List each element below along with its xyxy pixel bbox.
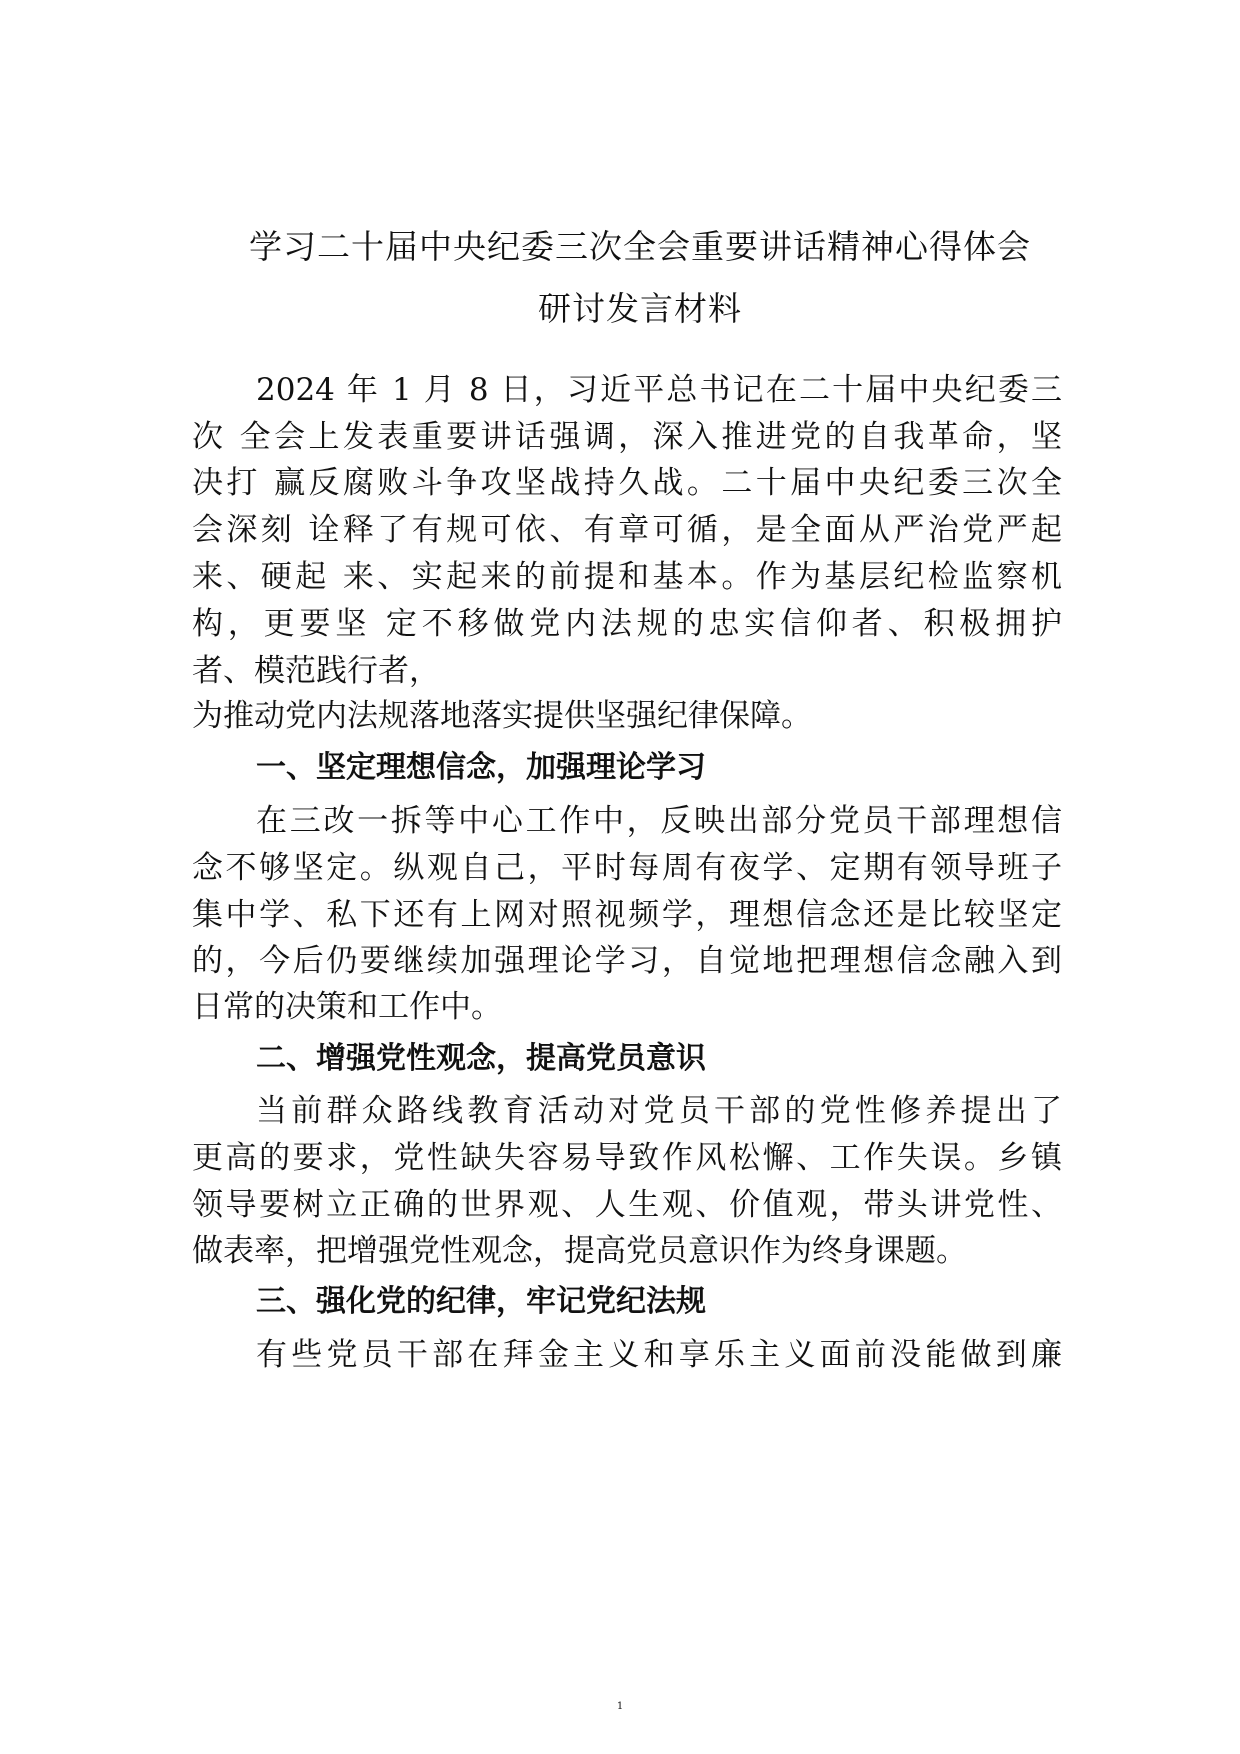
section-line: 日常的决策和工作中。 — [192, 989, 502, 1025]
intro-line: 来、硬起 来、实起来的前提和基本。作为基层纪检监察机 — [192, 559, 1062, 595]
section-heading: 二、增强党性观念，提高党员意识 — [256, 1041, 706, 1076]
intro-line: 为推动党内法规落地落实提供坚强纪律保障。 — [192, 698, 812, 734]
document-subtitle: 研讨发言材料 — [538, 289, 742, 328]
section-line: 的，今后仍要继续加强理论学习，自觉地把理想信念融入到 — [192, 943, 1062, 979]
section-line: 更高的要求，党性缺失容易导致作风松懈、工作失误。乡镇 — [192, 1140, 1062, 1176]
section-line: 领导要树立正确的世界观、人生观、价值观，带头讲党性、 — [192, 1187, 1062, 1223]
document-title: 学习二十届中央纪委三次全会重要讲话精神心得体会 — [249, 227, 1031, 266]
intro-line: 决打 赢反腐败斗争攻坚战持久战。二十届中央纪委三次全 — [192, 465, 1062, 501]
page-number: 1 — [616, 1701, 624, 1712]
section-line: 有些党员干部在拜金主义和享乐主义面前没能做到廉 — [256, 1337, 1062, 1373]
section-heading: 一、坚定理想信念，加强理论学习 — [256, 750, 706, 785]
section-heading: 三、强化党的纪律，牢记党纪法规 — [256, 1284, 706, 1319]
section-line: 念不够坚定。纵观自己，平时每周有夜学、定期有领导班子 — [192, 850, 1062, 886]
intro-line: 者、模范践行者， — [192, 653, 440, 689]
section-line: 在三改一拆等中心工作中，反映出部分党员干部理想信 — [256, 803, 1062, 839]
intro-line: 2024 年 1 月 8 日，习近平总书记在二十届中央纪委三 — [256, 372, 1062, 408]
intro-line: 构，更要坚 定不移做党内法规的忠实信仰者、积极拥护 — [192, 606, 1062, 642]
intro-line: 会深刻 诠释了有规可依、有章可循，是全面从严治党严起 — [192, 512, 1062, 548]
section-line: 做表率，把增强党性观念，提高党员意识作为终身课题。 — [192, 1233, 967, 1269]
section-line: 当前群众路线教育活动对党员干部的党性修养提出了 — [256, 1093, 1062, 1129]
section-line: 集中学、私下还有上网对照视频学，理想信念还是比较坚定 — [192, 897, 1062, 933]
intro-line: 次 全会上发表重要讲话强调，深入推进党的自我革命，坚 — [192, 419, 1062, 455]
